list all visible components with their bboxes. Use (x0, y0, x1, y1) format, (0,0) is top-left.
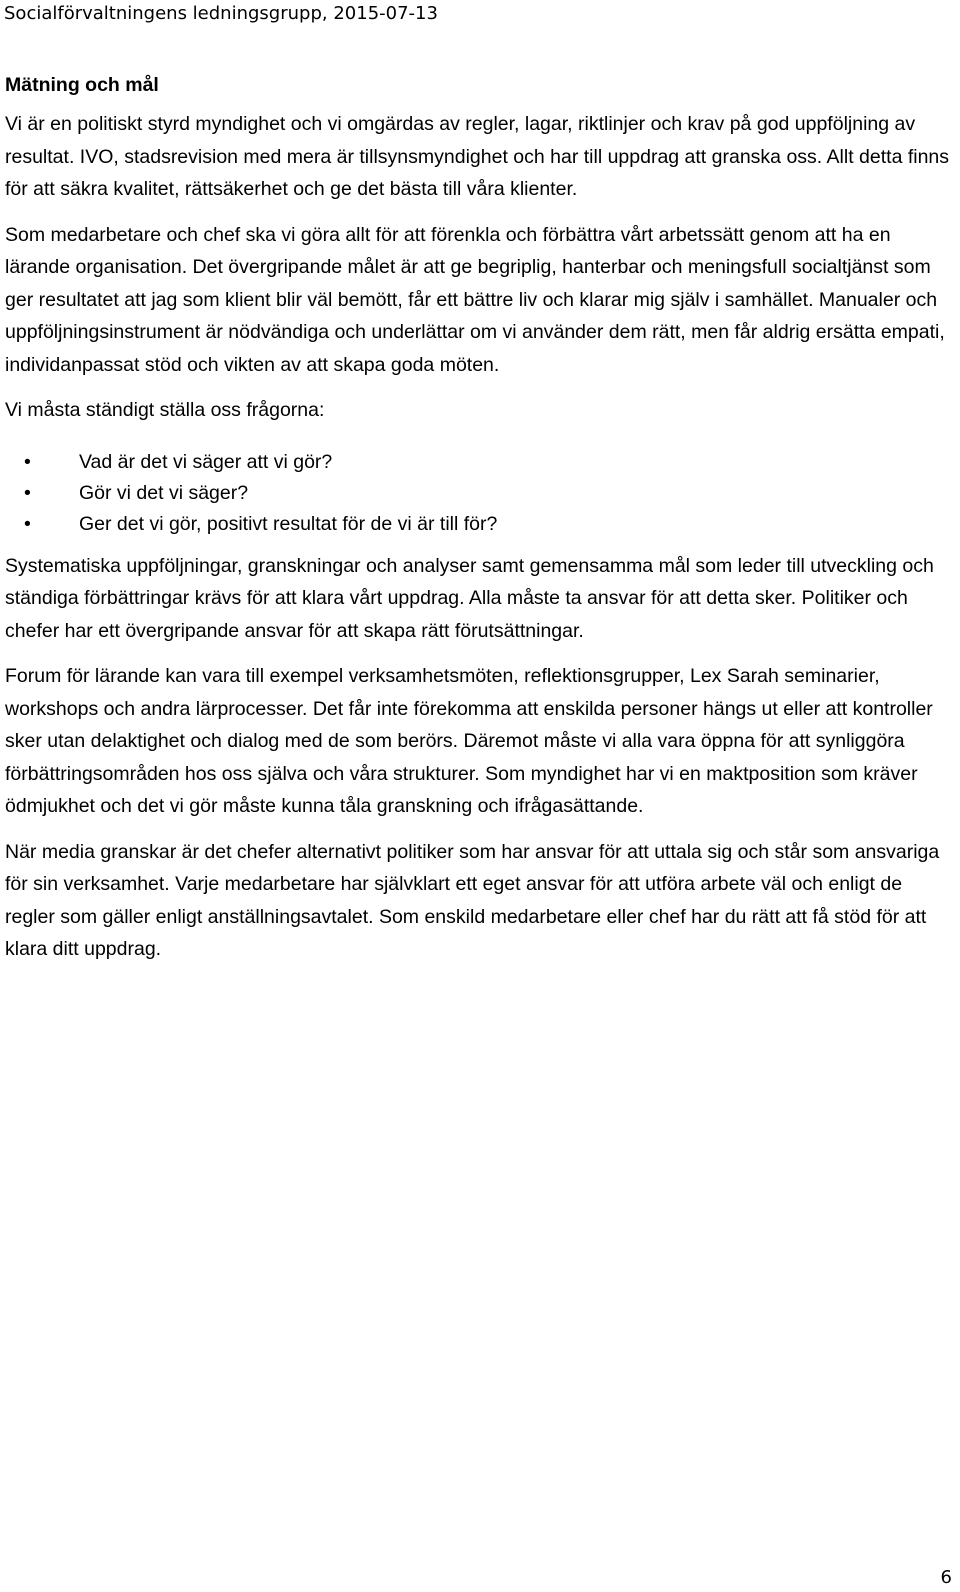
section-heading: Mätning och mål (5, 74, 159, 96)
paragraph-learning-forums: Forum för lärande kan vara till exempel verksamhetsmöten, reflektionsgrupper, Lex Sarah seminarier, workshops och andra lärprocesser. Det får inte förekomma att enskilda personer hängs ut eller att kontroller sker utan delaktighet och dialog med de som berörs. Däremot måste vi alla vara öppna för att synliggöra förbättringsområden hos oss själva och våra strukturer. Som myndighet har vi en maktposition som kräver ödmjukhet och det vi gör måste kunna tåla granskning och ifrågasättande. (5, 665, 933, 817)
list-item (5, 509, 953, 540)
bullet-icon: • (24, 512, 31, 535)
page-number: 6 (940, 1567, 952, 1588)
list-item (5, 478, 953, 509)
question-text: Gör vi det vi säger? (79, 481, 249, 504)
paragraph-systematic-followup: Systematiska uppföljningar, granskningar och analyser samt gemensamma mål som leder till utveckling och ständiga förbättringar krävs för att klara vårt uppdrag. Alla måste ta ansvar för att detta sker. Politiker och chefer har ett övergripande ansvar för att skapa rätt förutsättningar. (5, 554, 934, 642)
question-text: Vad är det vi säger att vi gör? (79, 450, 333, 473)
document-body (5, 72, 953, 979)
paragraph-intro: Vi är en politiskt styrd myndighet och vi omgärdas av regler, lagar, riktlinjer och krav på god uppföljning av resultat. IVO, stadsrevision med mera är tillsynsmyndighet och har till uppdrag att granska oss. Allt detta finns för att säkra kvalitet, rättsäkerhet och ge det bästa till våra klienter. (5, 113, 950, 200)
questions-list (5, 447, 953, 540)
bullet-icon: • (24, 450, 31, 473)
paragraph-learning-organisation: Som medarbetare och chef ska vi göra allt för att förenkla och förbättra vårt arbetssätt genom att ha en lärande organisation. Det övergripande målet är att ge begriplig, hanterbar och meningsfull socialtjänst som ger resultatet att jag som klient blir väl bemött, får ett bättre liv och klarar mig själv i samhället. Manualer och uppföljningsinstrument är nödvändiga och underlättar om vi använder dem rätt, men får aldrig ersätta empati, individanpassat stöd och vikten av att skapa goda möten. (5, 223, 945, 376)
page-header: Socialförvaltningens ledningsgrupp, 2015-07-13 (4, 3, 438, 24)
bullet-icon: • (24, 481, 31, 504)
question-text: Ger det vi gör, positivt resultat för de vi är till för? (79, 512, 498, 535)
paragraph-questions-intro: Vi måsta ständigt ställa oss frågorna: (5, 399, 325, 421)
list-item (5, 447, 953, 478)
paragraph-media: När media granskar är det chefer alternativt politiker som har ansvar för att uttala sig och står som ansvariga för sin verksamhet. Varje medarbetare har självklart ett eget ansvar för att utföra arbete väl och enligt de regler som gäller enligt anställningsavtalet. Som enskild medarbetare eller chef har du rätt att få stöd för att klara ditt uppdrag. (5, 840, 940, 960)
